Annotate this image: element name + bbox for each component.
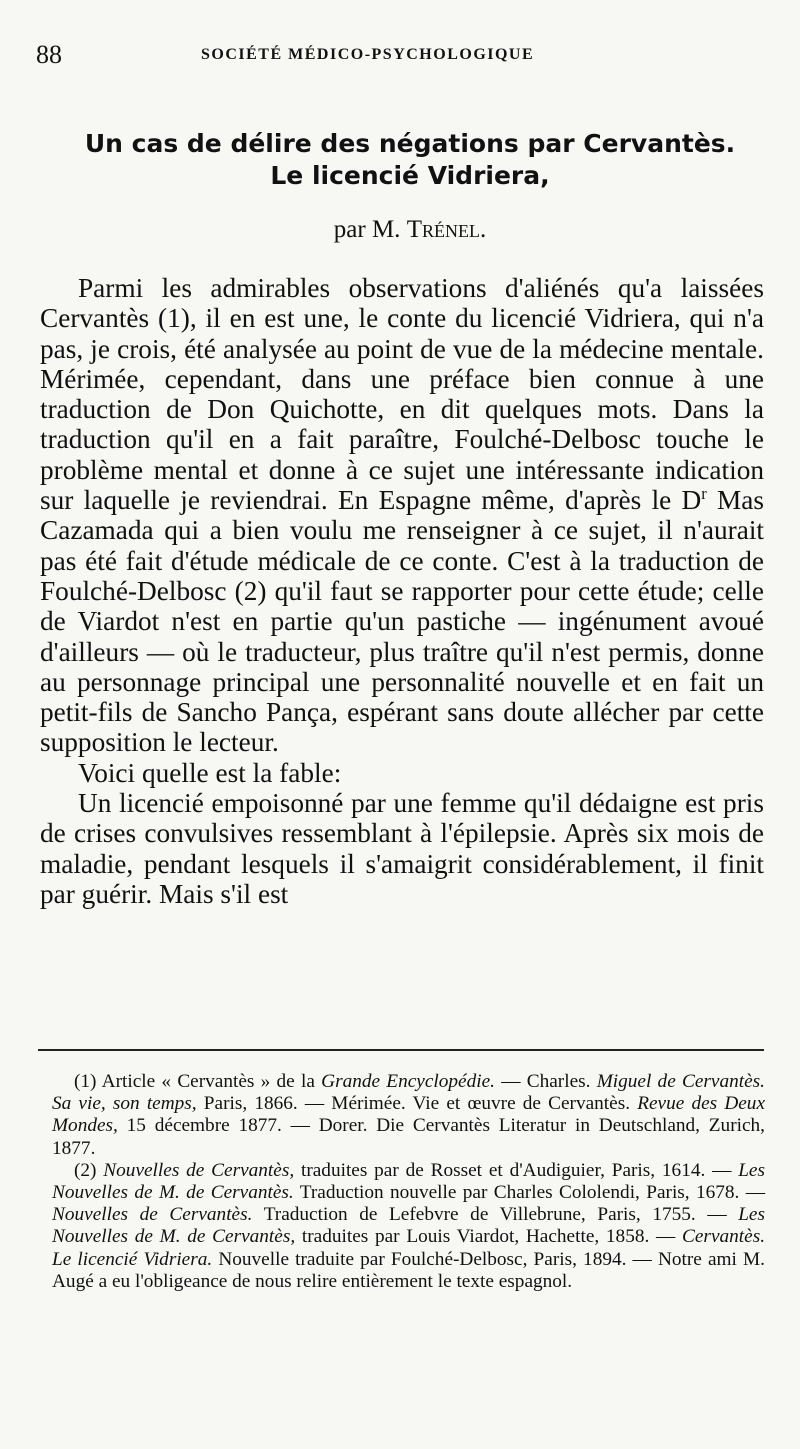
fn2-e: Traduction nouvelle par Charles Cololendi, Paris, 1678. — (293, 1182, 765, 1204)
fn2-b: Nouvelles de Cervantès, (103, 1159, 295, 1181)
byline (60, 214, 760, 246)
article-title (60, 128, 760, 192)
byline-author: Trénel. (406, 216, 487, 243)
page-number: 88 (36, 40, 62, 69)
fn1-e: Paris, 1866. — Mérimée. Vie et œuvre de Cervantès. (196, 1093, 638, 1115)
running-head: SOCIÉTÉ MÉDICO-PSYCHOLOGIQUE (201, 46, 535, 63)
fn1-d: Miguel de Cervantès. Sa vie, son temps, (52, 1071, 765, 1115)
fn2-j: Cervantès. Le licencié Vidriera. (52, 1226, 766, 1270)
fn2-a: (2) (74, 1159, 104, 1181)
fn2-g: Traduction de Lefebvre de Villebrune, Paris, 1755. — (252, 1204, 739, 1226)
article-title-line-2: Le licencié Vidriera, (270, 161, 550, 190)
fn1-f: Revue des Deux Mondes, (52, 1093, 766, 1137)
fn2-i: traduites par Louis Viardot, Hachette, 1858. — (295, 1226, 683, 1248)
footnotes (52, 1071, 765, 1293)
paragraph-3: Un licencié empoisonné par une femme qu'il dédaigne est pris de crises convulsives ressemblant à l'épilepsie. Après six mois de maladie, pendant lesquels il s'amaigrit considérablement, il finit par guérir. Mais s'il est (40, 788, 764, 909)
fn1-b: Grande Encyclopédie. (321, 1071, 495, 1092)
footnote-1 (52, 1071, 765, 1160)
page-header (36, 38, 764, 72)
paragraph-2: Voici quelle est la fable: (78, 757, 342, 788)
byline-prefix: par M. (333, 216, 407, 243)
fn2-c: traduites par de Rosset et d'Audiguier, Paris, 1614. — (294, 1159, 739, 1181)
article-title-line-1: Un cas de délire des négations par Cervantès. (84, 129, 736, 158)
body-text (40, 273, 764, 909)
fn2-k: Nouvelle traduite par Foulché-Delbosc, Paris, 1894. — Notre ami M. Augé a eu l'obligeance de nous relire entièrement le texte espagnol. (52, 1248, 765, 1292)
paragraph-1-part-1: Parmi les admirables observations d'aliénés qu'a laissées Cervantès (1), il en est une, le conte du licencié Vidriera, qui n'a pas, je crois, été analysée au point de vue de la médecine mentale. Mérimée, cependant, dans une préface bien connue à une traduction de Don Quichotte, en dit quelques mots. Dans la traduction qu'il en a fait paraître, Foulché-Delbosc touche le problème mental et donne à ce sujet une intéressante indication sur laquelle je reviendrai. En Espagne même, d'après le D (40, 273, 764, 516)
paragraph-1-part-2: Mas Cazamada qui a bien voulu me renseigner à ce sujet, il n'aurait pas été fait d'étude médicale de ce conte. C'est à la traduction de Foulché-Delbosc (2) qu'il faut se rapporter pour cette étude; celle de Viardot n'est en partie qu'un pastiche — ingénument avoué d'ailleurs — où le traducteur, plus traître qu'il n'est permis, donne au personnage principal une personnalité nouvelle et en fait un petit-fils de Sancho Pança, espérant sans doute allécher par cette supposition le lecteur. (40, 485, 764, 758)
fn2-f: Nouvelles de Cervantès. (52, 1204, 253, 1226)
fn2-h: Les Nouvelles de M. de Cervantès, (52, 1204, 765, 1248)
fn1-c: — Charles. (494, 1071, 597, 1092)
fn2-d: Les Nouvelles de M. de Cervantès. (52, 1159, 765, 1204)
footnote-2 (52, 1160, 765, 1293)
paragraph-1-superscript: r (701, 483, 707, 503)
footnote-rule (38, 1049, 764, 1051)
fn1-g: 15 décembre 1877. — Dorer. Die Cervantès Literatur in Deutschland, Zurich, 1877. (52, 1115, 765, 1159)
fn1-a: (1) Article « Cervantès » de la (74, 1071, 322, 1092)
paragraph-1 (40, 273, 764, 758)
